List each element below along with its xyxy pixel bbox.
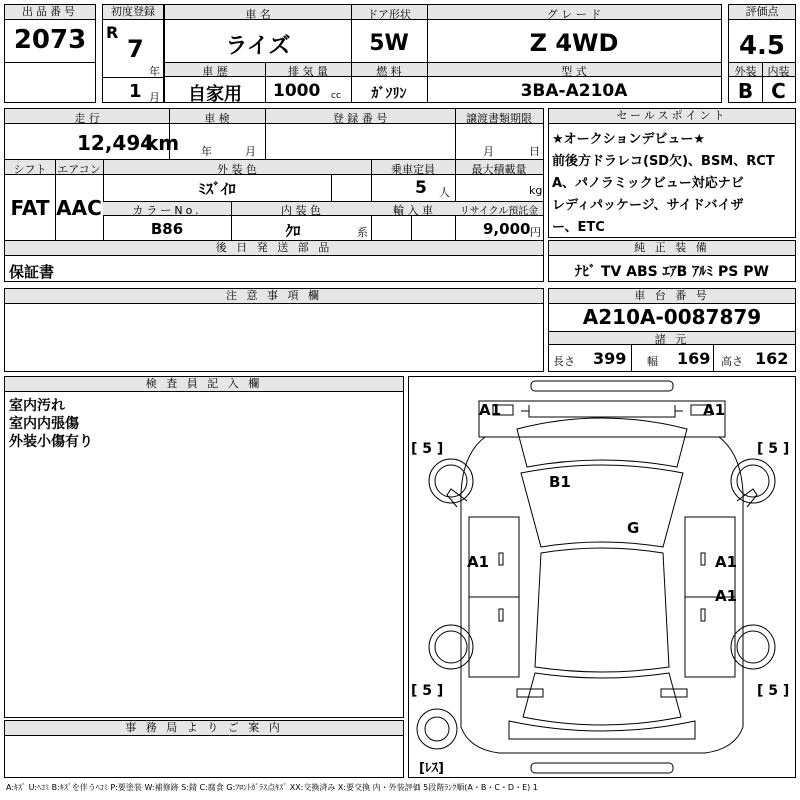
model-code: 3BA-A210A xyxy=(520,81,628,101)
score-label: 評価点 xyxy=(729,5,795,20)
fuel-type: ｶﾞｿﾘﾝ xyxy=(371,86,407,102)
mark-front-right: A1 xyxy=(703,401,726,419)
first-reg-label: 初度登録 xyxy=(103,5,163,20)
inspection-label: 車 検 xyxy=(204,112,230,125)
transfer-label: 譲渡書類期限 xyxy=(466,112,532,125)
int-color: ｸﾛ xyxy=(285,222,301,240)
mark-hood: B1 xyxy=(549,473,571,491)
history-label: 車 歴 xyxy=(202,65,228,78)
genuine-equipment-box xyxy=(548,240,796,282)
recycle-unit: 円 xyxy=(530,226,541,239)
spec-row xyxy=(4,159,544,241)
overall-score: 4.5 xyxy=(738,31,786,61)
reg-year: 7 xyxy=(127,35,144,63)
grade-label: グ レ ー ド xyxy=(546,8,602,21)
transfer-month: 月 xyxy=(483,145,494,158)
ext-grade: B xyxy=(737,79,754,103)
notes-label: 注 意 事 項 欄 xyxy=(5,289,543,304)
mileage: 12,494 xyxy=(77,131,155,155)
color-no-label: カラーNo. xyxy=(132,204,202,217)
door-type: 5W xyxy=(369,31,409,56)
inspection-year: 年 xyxy=(201,145,212,158)
int-color-label: 内 装 色 xyxy=(281,204,321,217)
mark-front-left: A1 xyxy=(479,401,502,419)
ext-color: ﾐｽﾞｲﾛ xyxy=(198,180,236,198)
door-label: ドア形状 xyxy=(367,8,411,21)
shift-label: シフト xyxy=(13,163,47,176)
height-label: 高さ xyxy=(721,355,743,368)
car-diagram xyxy=(408,376,796,778)
tire-rear-left: [ 5 ] xyxy=(411,683,444,699)
chassis-number: A210A-0087879 xyxy=(582,305,762,329)
genuine-label: 純 正 装 備 xyxy=(549,241,795,256)
displacement: 1000 xyxy=(273,81,321,101)
lot-box xyxy=(4,4,96,103)
width: 169 xyxy=(677,349,711,368)
inspector-label: 検 査 員 記 入 欄 xyxy=(5,377,403,392)
reg-month: 1 xyxy=(129,81,142,102)
office-box xyxy=(4,720,404,778)
mileage-unit: km xyxy=(145,131,180,155)
car-main-box xyxy=(164,4,722,103)
transfer-day: 日 xyxy=(529,145,540,158)
height: 162 xyxy=(755,349,789,368)
inspector-box xyxy=(4,376,404,718)
era: R xyxy=(106,23,119,42)
max-load-unit: kg xyxy=(529,184,543,197)
import-label: 輸 入 車 xyxy=(393,204,433,217)
color-number: B86 xyxy=(150,220,184,238)
model-label: 型 式 xyxy=(561,65,587,78)
later-parts-value: 保証書 xyxy=(9,263,55,281)
capacity-unit: 人 xyxy=(439,186,450,199)
capacity: 5 xyxy=(415,178,427,198)
genuine-value: ﾅﾋﾞ TV ABS ｴｱB ｱﾙﾐ PS PW xyxy=(575,264,769,280)
mileage-label: 走 行 xyxy=(74,112,100,125)
inspection-month: 月 xyxy=(245,145,256,158)
first-registration-box xyxy=(102,4,164,103)
cc-unit: cc xyxy=(331,91,341,101)
length-label: 長さ xyxy=(553,355,575,368)
car-name-label: 車 名 xyxy=(245,8,271,21)
later-parts-label: 後 日 発 送 部 品 xyxy=(5,241,543,256)
recycle-fee: 9,000 xyxy=(483,220,531,238)
fuel-label: 燃 料 xyxy=(376,65,402,78)
sales-point-box xyxy=(548,108,796,238)
lot-label: 出品番号 xyxy=(5,5,95,20)
month-unit: 月 xyxy=(149,91,160,104)
ac-label: エアコン xyxy=(57,163,101,176)
car-name: ライズ xyxy=(225,34,291,59)
int-grade: C xyxy=(771,79,786,103)
inspector-line-2: 室内内張傷 xyxy=(9,416,79,432)
tire-front-right: [ 5 ] xyxy=(757,441,790,457)
tire-front-left: [ 5 ] xyxy=(411,441,444,457)
later-parts-box xyxy=(4,240,544,282)
capacity-label: 乗車定員 xyxy=(391,163,435,176)
mark-right-rear-door: A1 xyxy=(715,587,738,605)
ext-grade-label: 外装 xyxy=(734,65,757,78)
int-color-unit: 系 xyxy=(357,226,368,239)
recycle-label: リサイクル預託金 xyxy=(459,206,539,217)
grade: Z 4WD xyxy=(529,29,619,57)
shift: FAT xyxy=(10,196,50,220)
air-conditioner: AAC xyxy=(56,196,102,220)
length: 399 xyxy=(593,349,627,368)
displacement-label: 排 気 量 xyxy=(288,65,328,78)
sales-point-label: セールスポイント xyxy=(549,109,795,124)
mark-right-door: A1 xyxy=(715,553,738,571)
notes-box xyxy=(4,288,544,372)
inspector-line-1: 室内汚れ xyxy=(9,398,65,414)
vehicle-history: 自家用 xyxy=(188,84,242,105)
tire-rear-right: [ 5 ] xyxy=(757,683,790,699)
score-box xyxy=(728,4,796,103)
car-outline xyxy=(409,377,795,777)
sales-point-text: ★オークションデビュー★ 前後方ドラレコ(SD欠)、BSM、RCT A、パノラミックビュー対応ナビ レディパッケージ、サイドバイザ ー、ETC xyxy=(552,132,775,235)
width-label: 幅 xyxy=(647,355,658,368)
spare-tire: [ﾚｽ] xyxy=(419,761,444,776)
chassis-label: 車 台 番 号 xyxy=(549,289,795,304)
reg-no-label: 登 録 番 号 xyxy=(332,112,388,125)
inspector-line-3: 外装小傷有り xyxy=(9,434,93,450)
lot-number: 2073 xyxy=(13,25,87,55)
legend: A:ｷｽﾞ U:ﾍｺﾐ B:ｷｽﾞを伴うﾍｺﾐ P:要塗装 W:補修跡 S:錆 C:腐食 G:ﾌﾛﾝﾄｶﾞﾗｽ点ｷｽﾞ XX:交換済み X:要交換 内・外装評価 5段階ﾗﾝｸ順(A・B・C・D・E) 1 xyxy=(6,783,538,792)
chassis-box xyxy=(548,288,796,372)
mark-left-door: A1 xyxy=(467,553,490,571)
ext-color-label: 外 装 色 xyxy=(217,163,257,176)
int-grade-label: 内装 xyxy=(767,65,790,78)
mark-windshield: G xyxy=(627,519,640,537)
max-load-label: 最大積載量 xyxy=(471,163,527,176)
office-label: 事 務 局 よ り ご 案 内 xyxy=(5,721,403,736)
year-unit: 年 xyxy=(149,65,160,78)
mileage-row xyxy=(4,108,544,160)
spec-label: 諸 元 xyxy=(654,333,690,346)
